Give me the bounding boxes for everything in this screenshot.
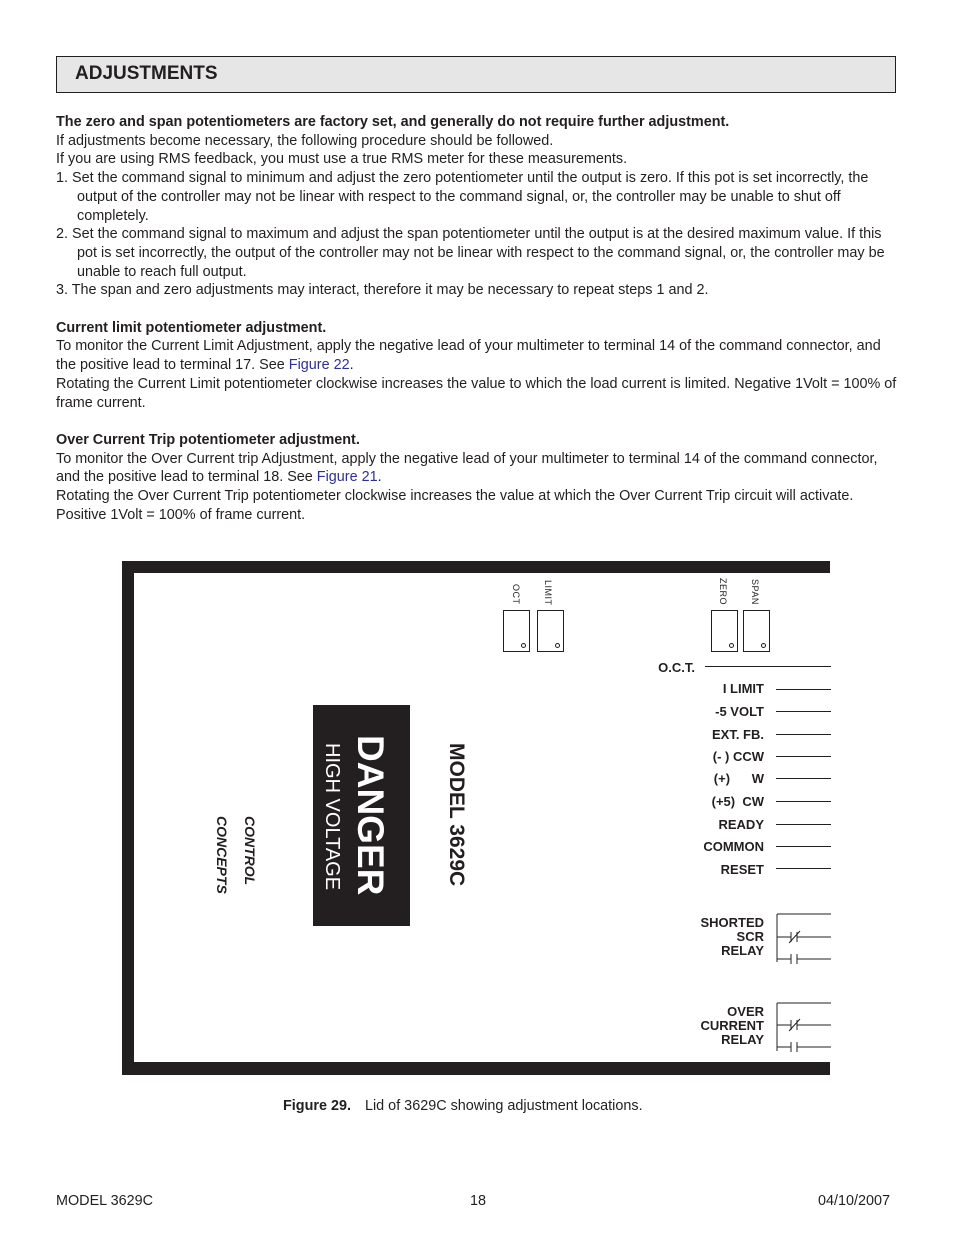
danger-subtitle: HIGH VOLTAGE: [321, 743, 343, 891]
terminal-label: (+) W: [713, 771, 764, 786]
relay-label-shorted-scr: SHORTED SCR RELAY: [700, 915, 764, 958]
terminal-line: [705, 666, 831, 667]
relay-label-over-current: OVER CURRENT RELAY: [700, 1004, 764, 1047]
intro-line: If you are using RMS feedback, you must use a true RMS meter for these measurements.: [56, 151, 628, 168]
terminal-label: RESET: [720, 862, 764, 877]
figure-caption-label: Figure 29.: [283, 1098, 351, 1114]
terminal-label: (+5) CW: [711, 794, 764, 809]
terminal-label: READY: [718, 817, 764, 832]
figure-22-link[interactable]: Figure 22: [288, 357, 350, 374]
terminal-line: [776, 778, 831, 779]
terminal-line: [776, 689, 831, 690]
pot-label-zero: ZERO: [718, 578, 728, 606]
figure-caption: [283, 1098, 643, 1114]
terminal-label: O.C.T.: [658, 660, 695, 675]
figure-caption-text: Lid of 3629C showing adjustment locations.: [364, 1098, 643, 1114]
paragraph: To monitor the Over Current trip Adjustment, apply the negative lead of your multimeter to terminal 14 of the command connector, and the positive lead to terminal 18. See Figure 21.: [56, 450, 878, 486]
limit-potentiometer[interactable]: [537, 610, 564, 652]
paragraph: Rotating the Over Current Trip potentiometer clockwise increases the value at which the Over Current Trip circuit will activate. Positive 1Volt = 100% of frame current.: [56, 488, 854, 523]
terminal-label: EXT. FB.: [711, 727, 764, 742]
paragraph: Rotating the Current Limit potentiometer clockwise increases the value to which the load current is limited. Negative 1Volt = 100% of frame current.: [56, 375, 897, 411]
shorted-scr-relay-contacts-icon: [774, 910, 832, 964]
danger-title: DANGER: [350, 735, 391, 896]
subheading-over-current: Over Current Trip potentiometer adjustment.: [56, 431, 360, 448]
footer-page-number: 18: [470, 1193, 487, 1209]
danger-label: [313, 705, 410, 926]
terminal-label: -5 VOLT: [715, 704, 764, 719]
brand-line-concepts: CONCEPTS: [214, 816, 230, 894]
section-title: ADJUSTMENTS: [75, 63, 218, 84]
brand-line-control: CONTROL: [242, 816, 258, 886]
intro-bold-line: The zero and span potentiometers are factory set, and generally do not require further adjustment.: [56, 114, 730, 130]
oct-potentiometer[interactable]: [503, 610, 530, 652]
terminal-line: [776, 846, 831, 847]
step-item: 3. The span and zero adjustments may interact, therefore it may be necessary to repeat steps 1 and 2.: [56, 282, 709, 299]
span-potentiometer[interactable]: [743, 610, 770, 652]
terminal-line: [776, 734, 831, 735]
step-item: 2. Set the command signal to maximum and adjust the span potentiometer until the output is at the desired maximum value. If this pot is set incorrectly, the output of the controller may not be linear with respect to the command signal, or, the controller may be unable to reach full output.: [56, 226, 885, 280]
zero-potentiometer[interactable]: [711, 610, 738, 652]
pot-label-oct: OCT: [511, 584, 521, 605]
intro-line: If adjustments become necessary, the following procedure should be followed.: [56, 132, 554, 149]
figure-21-link[interactable]: Figure 21: [316, 469, 378, 486]
terminal-line: [776, 756, 831, 757]
model-label: MODEL 3629C: [445, 743, 468, 887]
terminal-label: I LIMIT: [722, 681, 764, 696]
over-current-relay-contacts-icon: [774, 999, 832, 1053]
pot-label-limit: LIMIT: [543, 580, 553, 606]
section-header: [56, 56, 896, 93]
terminal-label: COMMON: [703, 839, 764, 854]
terminal-line: [776, 801, 831, 802]
terminal-label: (- ) CCW: [712, 749, 764, 764]
footer-model: MODEL 3629C: [56, 1193, 154, 1209]
terminal-line: [776, 711, 831, 712]
step-item: 1. Set the command signal to minimum and adjust the zero potentiometer until the output is zero. If this pot is set incorrectly, the output of the controller may not be linear with respect to the command signal, or, the controller may be unable to shut off completely.: [56, 170, 869, 224]
terminal-line: [776, 824, 831, 825]
pot-label-span: SPAN: [750, 579, 760, 605]
body-text: [56, 113, 901, 524]
terminal-line: [776, 868, 831, 869]
paragraph: To monitor the Current Limit Adjustment, apply the negative lead of your multimeter to terminal 14 of the command connector, and the positive lead to terminal 17. See Figure 22.: [56, 338, 881, 374]
footer-date: 04/10/2007: [818, 1193, 891, 1209]
subheading-current-limit: Current limit potentiometer adjustment.: [56, 319, 327, 336]
